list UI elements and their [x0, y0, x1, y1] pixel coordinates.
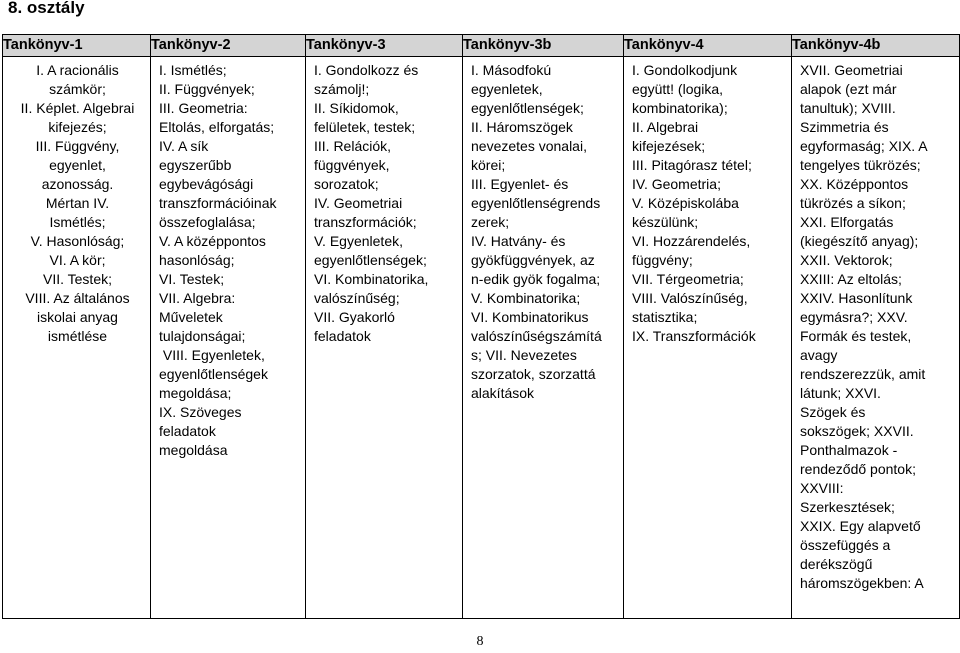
table-header-row: [3, 35, 960, 57]
topic-line: összefoglalása;: [159, 214, 256, 230]
topic-line: IV. Geometriai: [314, 195, 403, 211]
topic-line: egyenletek,: [471, 81, 543, 97]
topic-line: III. Geometria:: [159, 100, 248, 116]
topic-line: XXI. Elforgatás: [800, 214, 894, 230]
table-cell: [624, 57, 792, 619]
topic-line: készülünk;: [632, 214, 699, 230]
column-header: Tankönyv-3b: [463, 35, 624, 57]
topic-line: XVII. Geometriai: [800, 62, 903, 78]
topic-line: VI. A kör;: [49, 252, 106, 268]
topic-line: látunk; XXVI.: [800, 385, 881, 401]
topic-line: kombinatorika);: [632, 100, 728, 116]
topic-line: V. A középpontos: [159, 233, 266, 249]
topic-line: V. Kombinatorika;: [471, 290, 581, 306]
table-content-row: [3, 57, 960, 619]
topic-line: statisztika;: [632, 309, 698, 325]
topic-line: megoldása: [159, 442, 228, 458]
topic-line: megoldása;: [159, 385, 232, 401]
topic-line: azonosság.: [41, 176, 114, 192]
topic-line: VI. Kombinatorika,: [314, 271, 429, 287]
topic-line: számolj!;: [314, 81, 370, 97]
topic-line: rendszerezzük, amit: [800, 366, 926, 382]
topic-line: tanultuk); XVIII.: [800, 100, 896, 116]
topic-line: körei;: [471, 157, 506, 173]
table-cell: [3, 57, 151, 619]
topic-line: derékszögű: [800, 556, 873, 572]
topic-line: egyenlőtlenségrends: [471, 195, 601, 211]
topic-line: kifejezések;: [632, 138, 706, 154]
topic-line: (kiegészítő anyag);: [800, 233, 919, 249]
topic-line: II. Algebrai: [632, 119, 699, 135]
topic-line: I. Ismétlés;: [159, 62, 227, 78]
topic-line: IV. Geometria;: [632, 176, 721, 192]
topic-line: IX. Szöveges: [159, 404, 242, 420]
topic-line: VII. Térgeometria;: [632, 271, 744, 287]
topic-line: I. A racionális: [36, 62, 119, 78]
topic-list: [624, 57, 791, 346]
topic-line: V. Középiskolába: [632, 195, 739, 211]
topic-line: iskolai anyag: [37, 309, 118, 325]
topic-line: II. Háromszögek: [471, 119, 573, 135]
topic-line: egyenlőtlenségek;: [471, 100, 584, 116]
topic-line: Műveletek: [159, 309, 223, 325]
topic-line: Mértan IV.: [45, 195, 110, 211]
topic-list: [3, 57, 150, 346]
topic-list: [151, 57, 305, 460]
topic-line: III. Relációk,: [314, 138, 392, 154]
table-cell: [306, 57, 463, 619]
topic-list: [306, 57, 462, 346]
topic-line: XXII. Vektorok;: [800, 252, 893, 268]
topic-line: tükrözés a síkon;: [800, 195, 906, 211]
topic-line: avagy: [800, 347, 838, 363]
topic-line: egyenlet,: [49, 157, 106, 173]
column-header: Tankönyv-2: [151, 35, 306, 57]
topic-line: Szerkesztések;: [800, 499, 895, 515]
topic-line: VI. Hozzárendelés,: [632, 233, 751, 249]
topic-line: valószínűségszámítá: [471, 328, 602, 344]
topic-line: sokszögek; XXVII.: [800, 423, 914, 439]
page-heading: 8. osztály: [8, 0, 85, 17]
topic-line: VIII. Valószínűség,: [632, 290, 748, 306]
topic-line: V. Hasonlóság;: [30, 233, 125, 249]
topic-line: XXVIII:: [800, 480, 844, 496]
topic-line: VII. Gyakorló: [314, 309, 395, 325]
topic-line: kifejezés;: [48, 119, 107, 135]
topic-line: alakítások: [471, 385, 535, 401]
topic-line: ismétlése: [47, 328, 108, 344]
topic-line: számkör;: [49, 81, 106, 97]
topic-line: felületek, testek;: [314, 119, 416, 135]
topic-line: II. Képlet. Algebrai: [20, 100, 135, 116]
topic-line: egyenlőtlenségek;: [314, 252, 427, 268]
topic-line: transzformációk;: [314, 214, 417, 230]
topic-line: egymásra?; XXV.: [800, 309, 908, 325]
column-header: Tankönyv-3: [306, 35, 463, 57]
topic-line: Szimmetria és: [800, 119, 889, 135]
topic-line: szorzatok, szorzattá: [471, 366, 596, 382]
topic-line: sorozatok;: [314, 176, 379, 192]
topic-line: alapok (ezt már: [800, 81, 897, 97]
topic-line: együtt! (logika,: [632, 81, 724, 97]
topic-line: I. Másodfokú: [471, 62, 552, 78]
table-cell: [151, 57, 306, 619]
topic-line: összefüggés a: [800, 537, 891, 553]
topic-line: II. Függvények;: [159, 81, 255, 97]
topic-line: s; VII. Nevezetes: [471, 347, 577, 363]
topic-line: feladatok: [159, 423, 216, 439]
topic-line: Eltolás, elforgatás;: [159, 119, 275, 135]
topic-list: [792, 57, 959, 593]
topic-line: III. Egyenlet- és: [471, 176, 569, 192]
topic-line: egyszerűbb: [159, 157, 232, 173]
table-cell: [792, 57, 960, 619]
topic-line: függvények,: [314, 157, 390, 173]
topic-line: XXIX. Egy alapvető: [800, 518, 921, 534]
topic-line: valószínűség;: [314, 290, 400, 306]
topic-line: egybevágósági: [159, 176, 254, 192]
topic-line: tengelyes tükrözés;: [800, 157, 921, 173]
topic-line: Ismétlés;: [49, 214, 106, 230]
topic-line: hasonlóság;: [159, 252, 235, 268]
topic-line: feladatok: [314, 328, 371, 344]
topic-line: XX. Középpontos: [800, 176, 909, 192]
topic-line: tulajdonságai;: [159, 328, 246, 344]
topic-line: Szögek és: [800, 404, 866, 420]
topic-line: IV. Hatvány- és: [471, 233, 566, 249]
topic-line: II. Síkidomok,: [314, 100, 399, 116]
topic-line: XXIII: Az eltolás;: [800, 271, 902, 287]
topic-line: zerek;: [471, 214, 510, 230]
column-header: Tankönyv-4b: [792, 35, 960, 57]
topic-line: Ponthalmazok -: [800, 442, 898, 458]
topic-line: VIII. Az általános: [25, 290, 130, 306]
column-header: Tankönyv-1: [3, 35, 151, 57]
topic-line: VII. Testek;: [43, 271, 112, 287]
topic-line: függvény;: [632, 252, 693, 268]
topic-line: VII. Algebra:: [159, 290, 236, 306]
textbook-table: [2, 34, 960, 619]
topic-line: I. Gondolkodjunk: [632, 62, 738, 78]
topic-line: XXIV. Hasonlítunk: [800, 290, 913, 306]
topic-line: I. Gondolkozz és: [314, 62, 419, 78]
topic-line: III. Pitagórasz tétel;: [632, 157, 752, 173]
topic-line: egyenlőtlenségek: [159, 366, 268, 382]
topic-line: transzformációinak: [159, 195, 277, 211]
topic-line: egyformaság; XIX. A: [800, 138, 928, 154]
topic-line: háromszögekben: A: [800, 575, 924, 591]
column-header: Tankönyv-4: [624, 35, 792, 57]
topic-line: Formák és testek,: [800, 328, 912, 344]
page-number: 8: [476, 634, 484, 649]
topic-line: V. Egyenletek,: [314, 233, 403, 249]
topic-list: [463, 57, 623, 403]
topic-line: VI. Testek;: [159, 271, 225, 287]
topic-line: VI. Kombinatorikus: [471, 309, 589, 325]
topic-line: gyökfüggvények, az: [471, 252, 595, 268]
topic-line: n-edik gyök fogalma;: [471, 271, 601, 287]
topic-line: IX. Transzformációk: [632, 328, 756, 344]
topic-line: III. Függvény,: [35, 138, 120, 154]
topic-line: VIII. Egyenletek,: [159, 347, 265, 363]
topic-line: nevezetes vonalai,: [471, 138, 587, 154]
topic-line: rendeződő pontok;: [800, 461, 916, 477]
topic-line: IV. A sík: [159, 138, 209, 154]
table-cell: [463, 57, 624, 619]
